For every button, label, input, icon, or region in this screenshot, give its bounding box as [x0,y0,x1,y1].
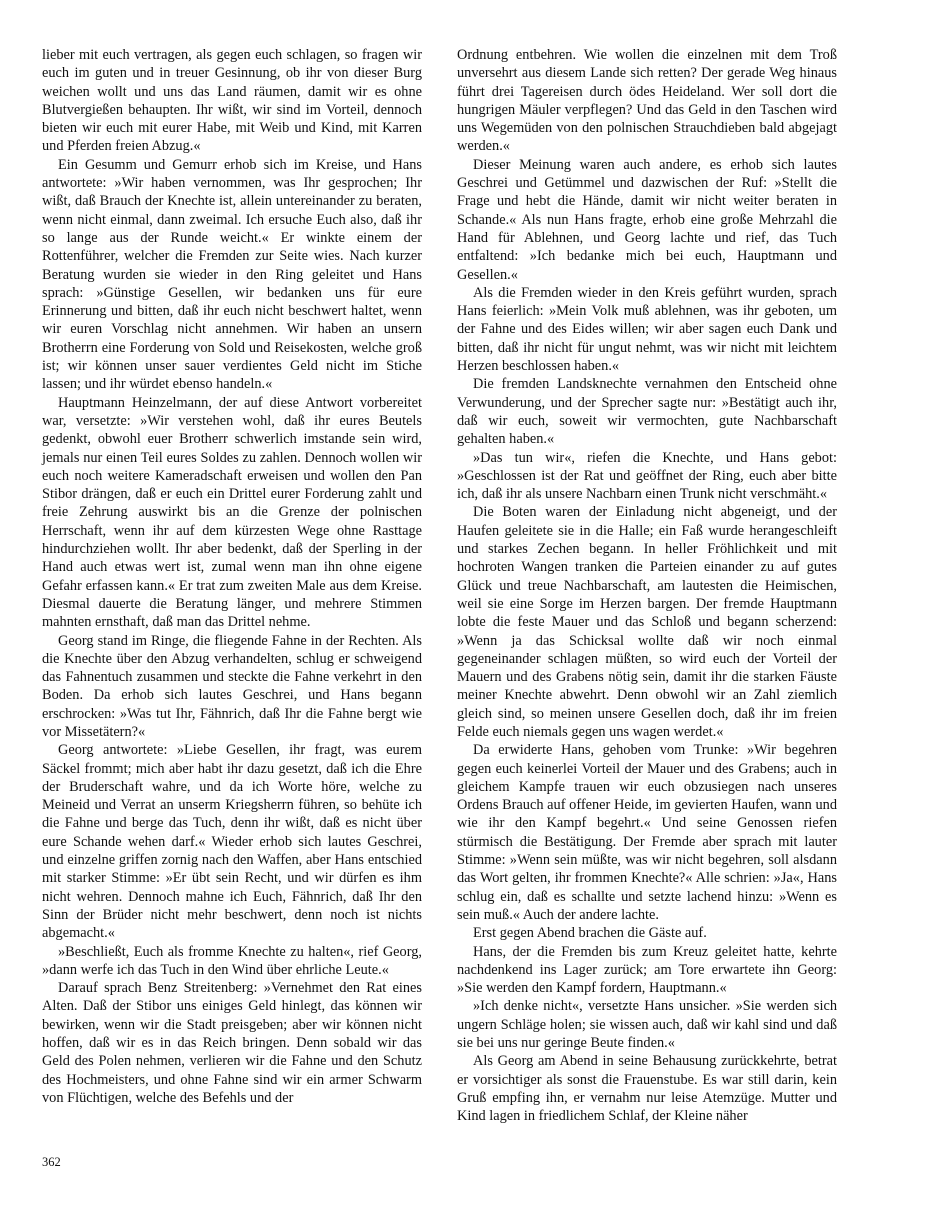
paragraph: Hauptmann Heinzelmann, der auf diese Antwort vorbereitet war, versetzte: »Wir verstehen wohl, daß ihr eures Beutels gedenkt, obwohl euer Brotherr schwerlich imstande sein wird, jemals nur einen Teil eures Soldes zu zahlen. Dennoch wollen wir euch noch weitere Kameradschaft erweisen und wollen den Pan Stibor drängen, daß er euch ein Drittel eurer Forderung zahlt und freie Zehrung auswirkt bis an die Grenze der polnischen Herrschaft, wenn ihr auf dem kürzesten Wege ohne Rasttage hindurchziehen wollt. Ihr aber bedenkt, daß der Sperling in der Hand auch etwas wert ist, zumal wenn man ihn ohne eigene Gefahr erfassen kann.« Er trat zum zweiten Male aus dem Kreise. Diesmal dauerte die Beratung länger, und mehrere Stimmen mahnten ernsthaft, daß man das Drittel nehme. [42,394,422,631]
paragraph: Hans, der die Fremden bis zum Kreuz geleitet hatte, kehrte nachdenkend ins Lager zurück; am Tore erwartete ihn Georg: »Sie werden den Kampf fordern, Hauptmann.« [457,943,837,997]
paragraph: lieber mit euch vertragen, als gegen euch schlagen, so fragen wir euch im guten und in treuer Gesinnung, ob ihr von dieser Burg weichen wollt und uns das Land räumen, damit wir es ohne Blutvergießen behaupten. Ihr wißt, wir sind im Vorteil, dennoch bieten wir euch mit eurer Habe, mit Weib und Kind, mit Karren und Pferden freien Abzug.« [42,47,422,155]
right-column [457,46,837,1126]
paragraph: Dieser Meinung waren auch andere, es erhob sich lautes Geschrei und Getümmel und dazwischen der Ruf: »Stellt die Frage und hebt die Hände, damit wir nicht weiter beraten in Schande.« Als nun Hans fragte, erhob eine große Mehrzahl die Hand für Ablehnen, und Georg lachte und rief, das Tuch entfaltend: »Ich bedanke mich bei euch, Hauptmann und Gesellen.« [457,156,837,283]
paragraph: Ein Gesumm und Gemurr erhob sich im Kreise, und Hans antwortete: »Wir haben vernommen, was Ihr gesprochen; Ihr wißt, daß Brauch der Knechte ist, allein untereinander zu beraten, wenn nicht einmal, dann zweimal. Ich ersuche Euch also, daß ihr so lange aus der Runde weicht.« Er winkte einem der Rottenführer, welcher die Fremden zur Seite wies. Nach kurzer Beratung wurden sie wieder in den Ring geleitet und Hans sprach: »Günstige Gesellen, wir bedanken uns für eure Erinnerung und bitten, daß ihr euch nicht beschwert haltet, wenn wir euren Vorschlag nicht annehmen. Wir haben an unsern Brotherrn eine Forderung von Sold und Reisekosten, welche groß ist; wir können unser sauer verdientes Geld nicht im Stiche lassen; und ihr würdet ebenso handeln.« [42,156,422,393]
page-number: 362 [42,1155,61,1169]
paragraph: »Ich denke nicht«, versetzte Hans unsicher. »Sie werden sich ungern Schläge holen; sie wissen auch, daß wir kahl sind und daß sie bei uns nur geringe Beute finden.« [457,998,837,1052]
paragraph: Darauf sprach Benz Streitenberg: »Vernehmet den Rat eines Alten. Daß der Stibor uns einiges Geld hinlegt, das können wir bewirken, wenn wir die Stadt preisgeben; aber wir können nicht hoffen, daß wir es in das Reich bringen. Denn sobald wir das Geld des Polen nehmen, verlieren wir die Fahne und den Schutz des Hochmeisters, und ohne Fahne sind wir ein armer Schwarm von Flüchtigen, welche des Befehls und der [42,980,422,1106]
paragraph: Die fremden Landsknechte vernahmen den Entscheid ohne Verwunderung, und der Sprecher sagte nur: »Bestätigt auch ihr, daß wir euch, soweit wir vermochten, gute Nachbarschaft gehalten haben.« [457,376,837,448]
paragraph: Da erwiderte Hans, gehoben vom Trunke: »Wir begehren gegen euch keinerlei Vorteil der Mauer und des Grabens; auch in gleichem Kampfe trauen wir euch obzusiegen nach unseres Ordens Brauch auf offener Heide, im gevierten Haufen, wann und wie ihr den Kampf begehrt.« Und seine Genossen riefen stürmisch die Bestätigung. Der Fremde aber sprach mit lauter Stimme: »Wenn sein müßte, was wir nicht begehren, soll alsdann das Wort gelten, ihr frommen Knechte?« Alle schrien: »Ja«, Hans schlug ein, daß es schallte und setzte lachend hinzu: »Wenn es sein muß.« Auch der andere lachte. [457,742,837,923]
paragraph: Erst gegen Abend brachen die Gäste auf. [473,925,707,942]
paragraph: Georg antwortete: »Liebe Gesellen, ihr fragt, was eurem Säckel frommt; mich aber habt ihr dazu gesetzt, daß ich die Ehre der Bruderschaft wahre, und da ich Worte höre, welche zu Meineid und Verrat an unserm Kriegsherrn führen, so behüte ich die Fahne und berge das Tuch, denn ihr wißt, daß es nicht über eure Schande wehen darf.« Wieder erhob sich lautes Geschrei, und einzelne griffen zornig nach den Waffen, aber Hans entschied mit starker Stimme: »Er übt sein Recht, und wir dürfen es ihm nicht wehren. Dennoch mahne ich Euch, Fähnrich, daß Ihr den Sinn der Brüder nicht mehr beschwert, denn noch ist nichts abgemacht.« [42,742,422,942]
paragraph: »Das tun wir«, riefen die Knechte, und Hans gebot: »Geschlossen ist der Rat und geöffnet der Ring, euch aber bitte ich, daß ihr als unsere Nachbarn einen Trunk nicht verschmäht.« [457,449,837,503]
paragraph: Ordnung entbehren. Wie wollen die einzelnen mit dem Troß unversehrt aus diesem Lande sich retten? Der gerade Weg hinaus führt drei Tagereisen durch ödes Heideland. Wer soll dort die hungrigen Mäuler verpflegen? Und das Geld in den Taschen wird uns Wegemüden von den polnischen Strauchdieben bald abgejagt werden.« [457,47,837,155]
paragraph: Georg stand im Ringe, die fliegende Fahne in der Rechten. Als die Knechte über den Abzug verhandelten, schlug er schweigend das Fahnentuch zusammen und steckte die Fahne verkehrt in den Boden. Da erhob sich lautes Geschrei, und Hans begann erschrocken: »Was tut Ihr, Fähnrich, daß Ihr die Fahne bergt wie vor Missetätern?« [42,632,422,740]
paragraph: Die Boten waren der Einladung nicht abgeneigt, und der Haufen geleitete sie in die Halle; ein Faß wurde herangeschleift und starkes Zechen begann. In heller Fröhlichkeit und mit hochroten Wangen tranken die Parteien einander zu auf gutes Glück und treue Nachbarschaft, am lautesten die Heimischen, weil sie eine Sorge im Herzen bargen. Der fremde Hauptmann lobte die feste Mauer und das Schloß und begann scherzend: »Wenn ja das Schicksal wollte daß wir noch einmal gegeneinander schlagen müßten, so wird euch der Vorteil der Mauern und des Grabens nötig sein, damit ihr die starken Fäuste meiner Knechte abwehrt. Denn obwohl wir an Zahl ziemlich gleich sind, so meinen unsere Gesellen doch, daß ihr im freien Felde euch niemals gegen uns wagen werdet.« [457,504,837,740]
paragraph: Als Georg am Abend in seine Behausung zurückkehrte, betrat er vorsichtiger als sonst die Frauenstube. Es war still darin, kein Gruß empfing ihn, er vernahm nur leise Atemzüge. Mutter und Kind lagen in friedlichem Schlaf, der Kleine näher [457,1053,837,1125]
paragraph: »Beschließt, Euch als fromme Knechte zu halten«, rief Georg, »dann werfe ich das Tuch in den Wind über ehrliche Leute.« [42,943,422,978]
paragraph: Als die Fremden wieder in den Kreis geführt wurden, sprach Hans feierlich: »Mein Volk muß ablehnen, was ihr geboten, um der Fahne und des Eides willen; wir aber sagen euch Dank und bitten, daß ihr nicht für ungut nehmt, was wir nicht mit leichtem Herzen beschlossen haben.« [457,284,837,375]
left-column [42,46,422,1107]
